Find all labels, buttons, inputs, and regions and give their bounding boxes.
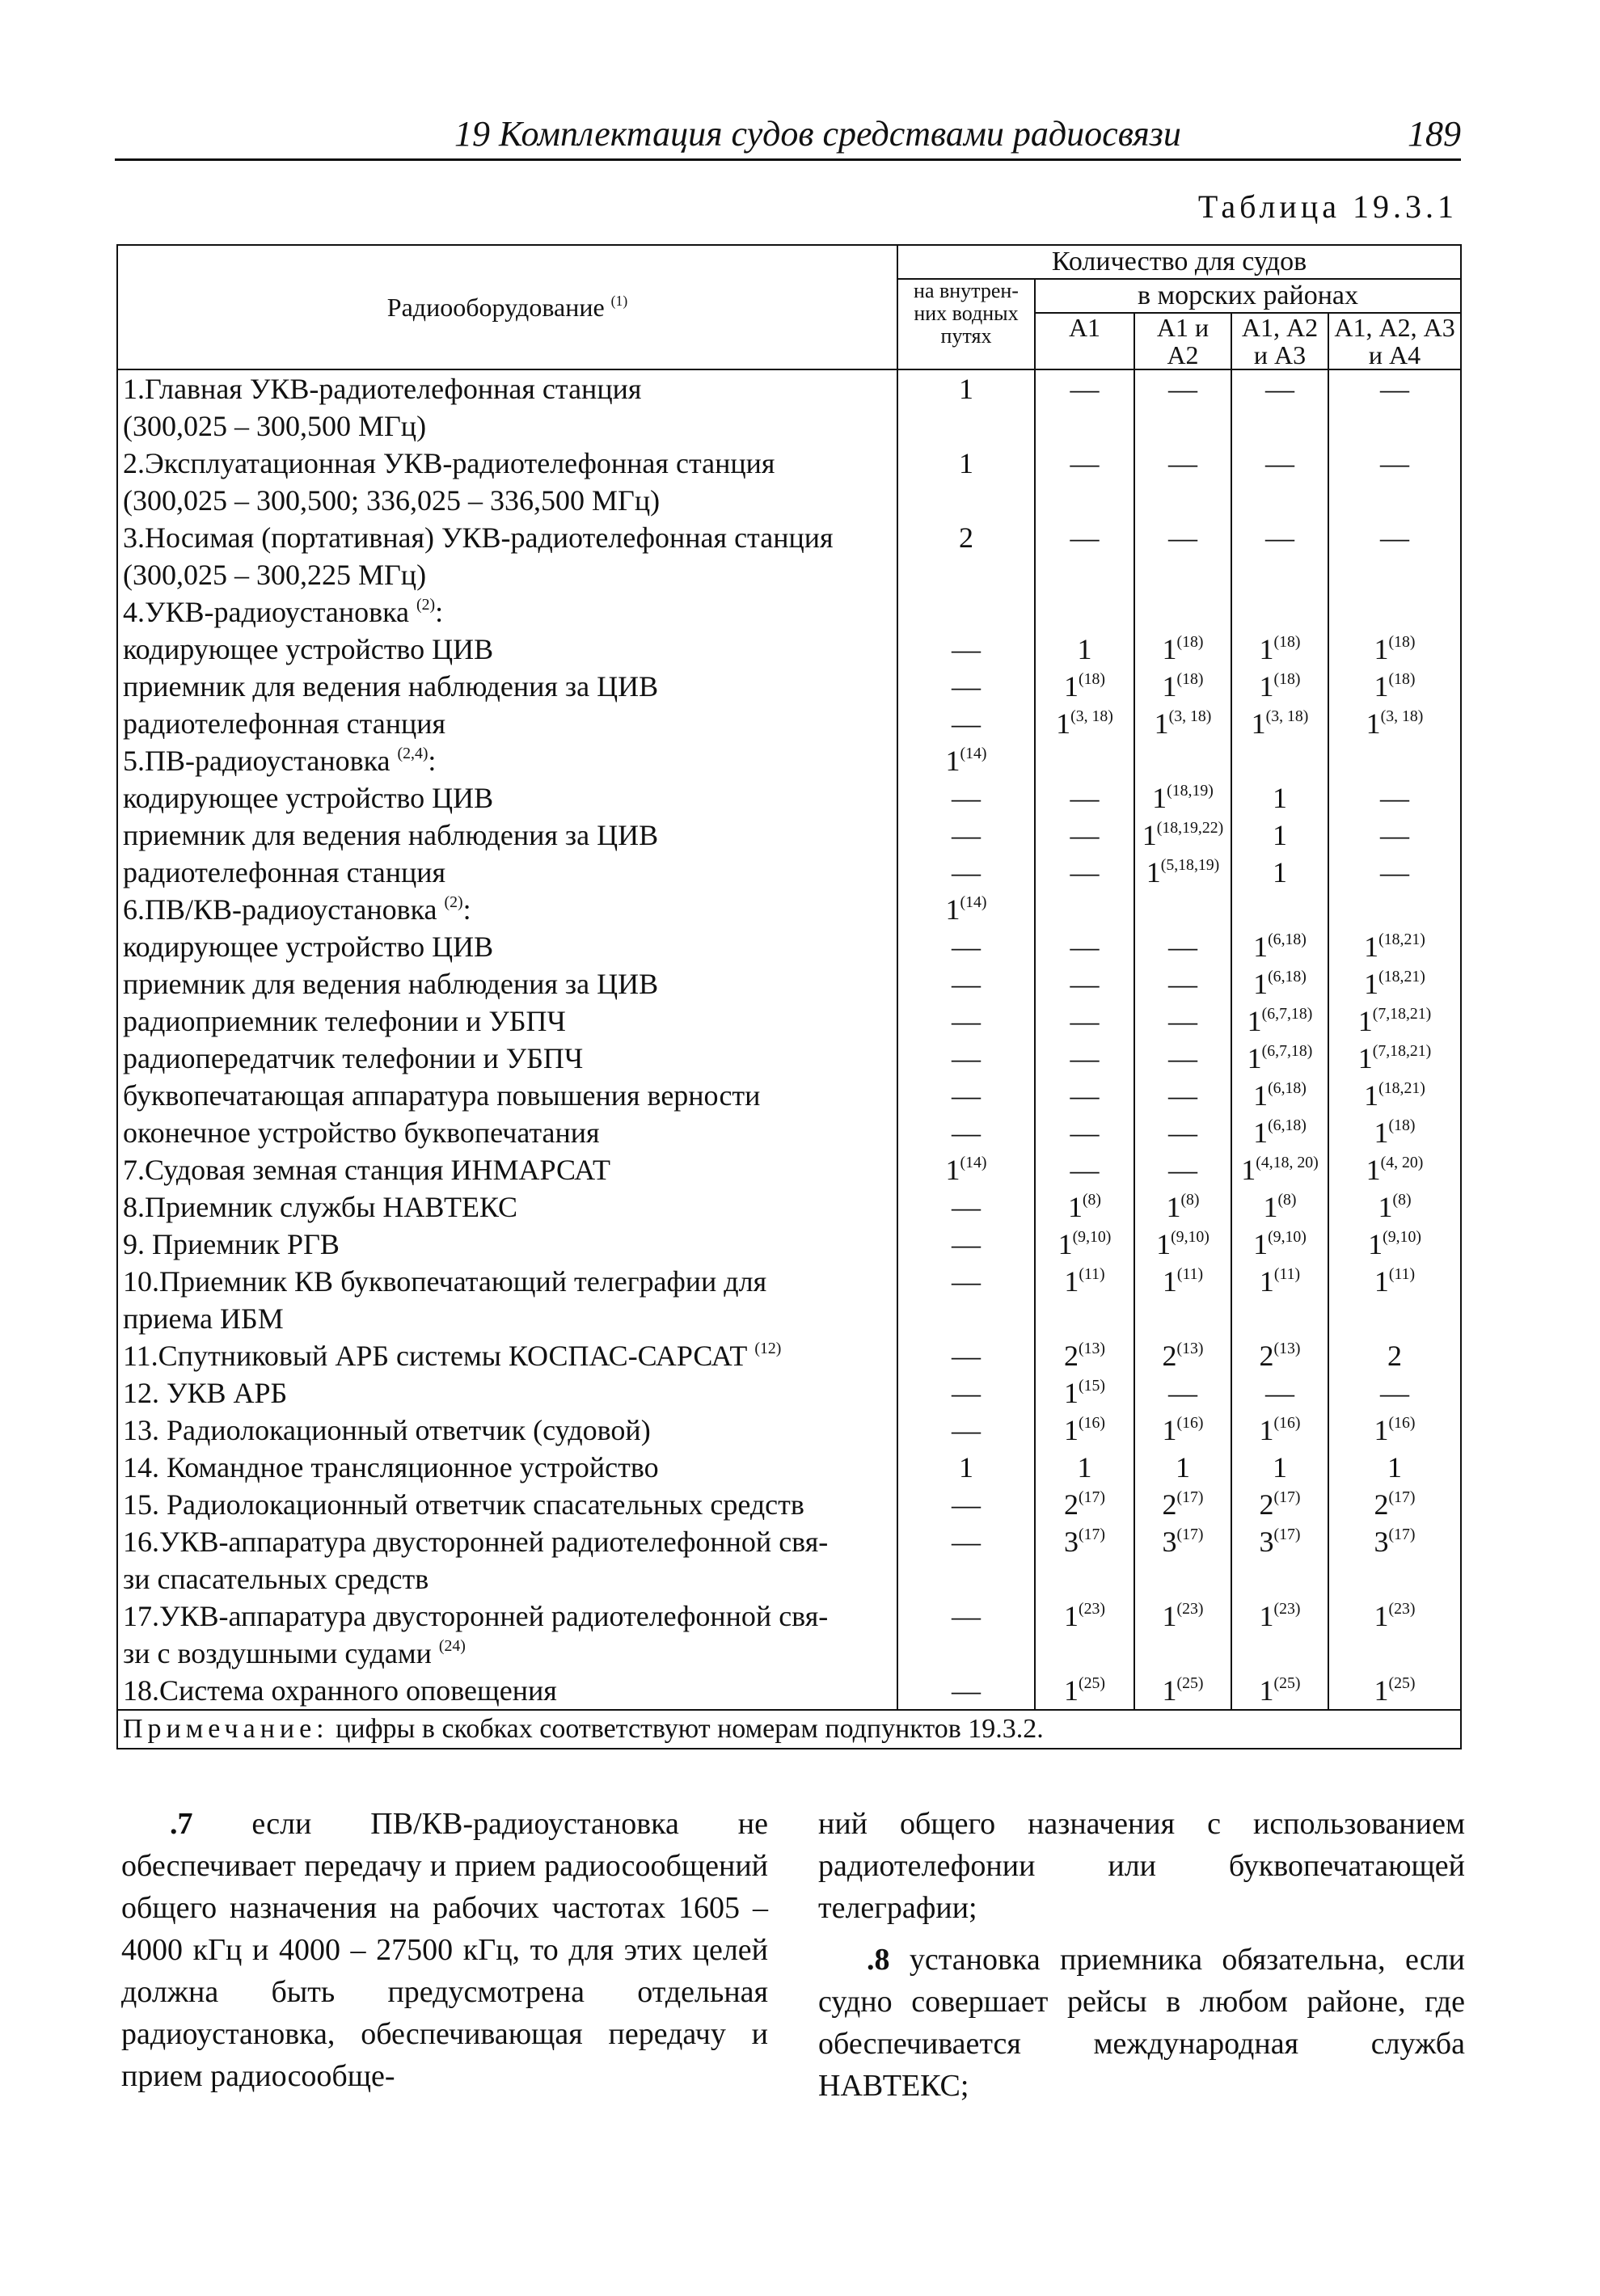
count-cell: — — [897, 1263, 1035, 1300]
count-cell: — — [897, 1374, 1035, 1412]
count-cell: 1 — [1231, 1449, 1328, 1486]
count-cell: 1$^{(11)}$ — [1134, 1263, 1231, 1300]
count-cell: 1$^{(14)}$ — [897, 1151, 1035, 1188]
count-cell — [1134, 407, 1231, 445]
equipment-name: зи с воздушными судами $^{(24)}$ — [117, 1635, 897, 1672]
table-row — [117, 1486, 1461, 1523]
count-cell: 1$^{(4, 20)}$ — [1328, 1151, 1461, 1188]
count-cell: 1$^{(3, 18)}$ — [1328, 705, 1461, 742]
count-cell: — — [1035, 369, 1134, 407]
count-cell: 3$^{(17)}$ — [1328, 1523, 1461, 1560]
equipment-name: 15. Радиолокационный ответчик спасательных средств — [117, 1486, 897, 1523]
count-cell: — — [897, 631, 1035, 668]
count-cell: 1 — [1231, 817, 1328, 854]
count-cell — [1134, 556, 1231, 593]
count-cell: 1$^{(4,18, 20)}$ — [1231, 1151, 1328, 1188]
count-cell — [1035, 1635, 1134, 1672]
equipment-name: 16.УКВ-аппаратура двусторонней радиотелефонной свя- — [117, 1523, 897, 1560]
count-cell: 1$^{(14)}$ — [897, 891, 1035, 928]
count-cell: — — [1134, 1151, 1231, 1188]
equipment-name: приемник для ведения наблюдения за ЦИВ — [117, 668, 897, 705]
count-cell: 1$^{(8)}$ — [1231, 1188, 1328, 1226]
inland-header: на внутрен-них водных путях — [897, 279, 1035, 369]
count-cell: 1$^{(7,18,21)}$ — [1328, 1002, 1461, 1040]
count-cell: 1$^{(14)}$ — [897, 742, 1035, 779]
count-cell: 1$^{(8)}$ — [1328, 1188, 1461, 1226]
count-cell — [1035, 1300, 1134, 1337]
count-cell — [1328, 1560, 1461, 1597]
count-cell: 1$^{(25)}$ — [1231, 1672, 1328, 1710]
count-cell — [897, 1635, 1035, 1672]
count-cell: 1 — [1231, 779, 1328, 817]
table-row — [117, 1263, 1461, 1300]
count-cell: 1$^{(18,21)}$ — [1328, 928, 1461, 965]
equipment-name: (300,025 – 300,225 МГц) — [117, 556, 897, 593]
count-cell: — — [1328, 854, 1461, 891]
count-cell: 1$^{(9,10)}$ — [1035, 1226, 1134, 1263]
table-row — [117, 779, 1461, 817]
count-cell: 1$^{(23)}$ — [1035, 1597, 1134, 1635]
table-row — [117, 1002, 1461, 1040]
count-cell: — — [1328, 817, 1461, 854]
count-cell — [897, 593, 1035, 631]
paragraph-8: .8 установка приемника обязательна, если судно совершает рейсы в любом районе, где обеспечивается международная служба НАВТЕКС; — [818, 1943, 1465, 2103]
count-cell: 1$^{(11)}$ — [1328, 1263, 1461, 1300]
count-cell: — — [897, 965, 1035, 1002]
count-cell: 1 — [1035, 631, 1134, 668]
table-row — [117, 1300, 1461, 1337]
count-cell — [1231, 407, 1328, 445]
count-cell: — — [897, 928, 1035, 965]
count-cell: 1$^{(18)}$ — [1328, 1114, 1461, 1151]
table-row — [117, 1412, 1461, 1449]
count-cell: — — [897, 1188, 1035, 1226]
count-cell: 1$^{(18)}$ — [1328, 631, 1461, 668]
count-cell: 1$^{(25)}$ — [1134, 1672, 1231, 1710]
count-cell: — — [897, 1597, 1035, 1635]
count-cell — [1328, 1635, 1461, 1672]
equipment-name: 11.Спутниковый АРБ системы КОСПАС-САРСАТ $^{(12)}$ — [117, 1337, 897, 1374]
count-cell — [1035, 482, 1134, 519]
count-cell: 1$^{(25)}$ — [1328, 1672, 1461, 1710]
equipment-name: приема ИБМ — [117, 1300, 897, 1337]
equipment-name: 4.УКВ-радиоустановка $^{(2)}$: — [117, 593, 897, 631]
count-cell: 1 — [897, 1449, 1035, 1486]
equipment-name: кодирующее устройство ЦИВ — [117, 631, 897, 668]
equipment-name: 7.Судовая земная станция ИНМАРСАТ — [117, 1151, 897, 1188]
count-cell: — — [1231, 1374, 1328, 1412]
count-cell: — — [897, 1114, 1035, 1151]
count-cell — [1134, 1560, 1231, 1597]
count-cell — [1231, 891, 1328, 928]
equipment-name: радиотелефонная станция — [117, 705, 897, 742]
table-row — [117, 369, 1461, 407]
count-cell: — — [1231, 519, 1328, 556]
count-cell: 1$^{(18)}$ — [1134, 668, 1231, 705]
equipment-name: 13. Радиолокационный ответчик (судовой) — [117, 1412, 897, 1449]
count-cell: 1$^{(16)}$ — [1328, 1412, 1461, 1449]
count-cell: — — [1328, 369, 1461, 407]
count-cell — [1328, 593, 1461, 631]
table-row — [117, 1188, 1461, 1226]
equipment-name: 9. Приемник РГВ — [117, 1226, 897, 1263]
count-cell: — — [897, 1226, 1035, 1263]
count-cell: 3$^{(17)}$ — [1134, 1523, 1231, 1560]
count-cell — [1328, 556, 1461, 593]
count-cell: — — [1134, 965, 1231, 1002]
count-cell: 1$^{(18)}$ — [1231, 631, 1328, 668]
equipment-name: (300,025 – 300,500; 336,025 – 336,500 МГц) — [117, 482, 897, 519]
count-cell: 1$^{(18,21)}$ — [1328, 965, 1461, 1002]
equipment-name: кодирующее устройство ЦИВ — [117, 928, 897, 965]
equipment-name: оконечное устройство буквопечатания — [117, 1114, 897, 1151]
table-row — [117, 593, 1461, 631]
count-cell — [1231, 1560, 1328, 1597]
count-cell: 1$^{(6,18)}$ — [1231, 928, 1328, 965]
count-cell — [1328, 482, 1461, 519]
count-cell: 1$^{(18)}$ — [1328, 668, 1461, 705]
count-cell: 1 — [1134, 1449, 1231, 1486]
table-caption: Таблица 19.3.1 — [1197, 188, 1458, 225]
table-row — [117, 1337, 1461, 1374]
count-cell: 1$^{(3, 18)}$ — [1134, 705, 1231, 742]
count-cell: — — [1035, 965, 1134, 1002]
count-cell: — — [1231, 369, 1328, 407]
count-cell: — — [1328, 779, 1461, 817]
table-row — [117, 965, 1461, 1002]
count-cell: 1$^{(3, 18)}$ — [1231, 705, 1328, 742]
count-cell: 3$^{(17)}$ — [1035, 1523, 1134, 1560]
count-cell: 1$^{(7,18,21)}$ — [1328, 1040, 1461, 1077]
count-cell: 1$^{(9,10)}$ — [1328, 1226, 1461, 1263]
equipment-name: кодирующее устройство ЦИВ — [117, 779, 897, 817]
count-cell: 1$^{(8)}$ — [1134, 1188, 1231, 1226]
count-cell: — — [1134, 1077, 1231, 1114]
count-cell — [1035, 1560, 1134, 1597]
table-row — [117, 1560, 1461, 1597]
count-cell: 2 — [1328, 1337, 1461, 1374]
count-cell: — — [1134, 445, 1231, 482]
equipment-name: приемник для ведения наблюдения за ЦИВ — [117, 965, 897, 1002]
equipment-name: приемник для ведения наблюдения за ЦИВ — [117, 817, 897, 854]
count-cell: — — [1328, 445, 1461, 482]
count-cell: — — [1035, 928, 1134, 965]
count-cell — [897, 1560, 1035, 1597]
table-row — [117, 482, 1461, 519]
count-cell: — — [1035, 445, 1134, 482]
count-cell: — — [1134, 928, 1231, 965]
count-cell: — — [1035, 1040, 1134, 1077]
count-cell — [1035, 593, 1134, 631]
count-cell: — — [1231, 445, 1328, 482]
count-cell: — — [1134, 369, 1231, 407]
equipment-header: Радиооборудование $^{(1)}$ — [117, 245, 897, 369]
count-cell: — — [1035, 854, 1134, 891]
count-cell: 1$^{(16)}$ — [1231, 1412, 1328, 1449]
table-row — [117, 631, 1461, 668]
note-text: цифры в скобках соответствуют номерам подпунктов 19.3.2. — [336, 1714, 1044, 1744]
count-cell: 2$^{(17)}$ — [1328, 1486, 1461, 1523]
table-row — [117, 854, 1461, 891]
table-row — [117, 928, 1461, 965]
table-row — [117, 1449, 1461, 1486]
count-cell: 1$^{(6,7,18)}$ — [1231, 1002, 1328, 1040]
equipment-name: радиотелефонная станция — [117, 854, 897, 891]
count-header: Количество для судов — [897, 245, 1461, 279]
count-cell: 1$^{(5,18,19)}$ — [1134, 854, 1231, 891]
count-cell: — — [1035, 519, 1134, 556]
count-cell: 1$^{(16)}$ — [1134, 1412, 1231, 1449]
equipment-name: 8.Приемник службы НАВТЕКС — [117, 1188, 897, 1226]
count-cell — [1328, 407, 1461, 445]
table-row — [117, 519, 1461, 556]
count-cell: — — [897, 854, 1035, 891]
count-cell: — — [897, 1412, 1035, 1449]
count-cell: 1$^{(15)}$ — [1035, 1374, 1134, 1412]
count-cell: — — [1134, 1374, 1231, 1412]
count-cell: 1$^{(18,21)}$ — [1328, 1077, 1461, 1114]
count-cell: — — [1035, 1114, 1134, 1151]
equipment-name: зи спасательных средств — [117, 1560, 897, 1597]
count-cell: 1$^{(11)}$ — [1231, 1263, 1328, 1300]
table-body — [117, 369, 1461, 1710]
table-row — [117, 1523, 1461, 1560]
count-cell: — — [1035, 817, 1134, 854]
count-cell: 2$^{(13)}$ — [1231, 1337, 1328, 1374]
count-cell: — — [897, 1672, 1035, 1710]
count-cell: — — [1035, 1077, 1134, 1114]
table-row — [117, 1374, 1461, 1412]
equipment-table — [116, 244, 1462, 1749]
count-cell: 1$^{(18,19,22)}$ — [1134, 817, 1231, 854]
count-cell: 1$^{(23)}$ — [1134, 1597, 1231, 1635]
table-row — [117, 1114, 1461, 1151]
count-cell: 2$^{(17)}$ — [1231, 1486, 1328, 1523]
note-label: Примечание: — [123, 1714, 329, 1744]
count-cell — [1231, 742, 1328, 779]
equipment-name: радиопередатчик телефонии и УБПЧ — [117, 1040, 897, 1077]
count-cell — [1134, 1635, 1231, 1672]
count-cell: 2$^{(17)}$ — [1134, 1486, 1231, 1523]
count-cell: — — [1134, 519, 1231, 556]
count-cell: 1$^{(11)}$ — [1035, 1263, 1134, 1300]
equipment-name: буквопечатающая аппаратура повышения верности — [117, 1077, 897, 1114]
count-cell: 1 — [1328, 1449, 1461, 1486]
count-cell: 1$^{(18)}$ — [1134, 631, 1231, 668]
count-cell: 1$^{(23)}$ — [1231, 1597, 1328, 1635]
area-a1a2a3-header: А1, А2 и А3 — [1231, 313, 1328, 369]
count-cell: 1$^{(9,10)}$ — [1231, 1226, 1328, 1263]
count-cell: — — [1328, 519, 1461, 556]
table-row — [117, 556, 1461, 593]
count-cell: 1$^{(6,18)}$ — [1231, 1077, 1328, 1114]
equipment-name: 2.Эксплуатационная УКВ-радиотелефонная станция — [117, 445, 897, 482]
count-cell: 1 — [897, 445, 1035, 482]
equipment-name: 3.Носимая (портативная) УКВ-радиотелефонная станция — [117, 519, 897, 556]
count-cell — [897, 1300, 1035, 1337]
table-row — [117, 1151, 1461, 1188]
table-row — [117, 817, 1461, 854]
count-cell: — — [897, 1077, 1035, 1114]
count-cell: 1 — [1231, 854, 1328, 891]
count-cell — [1134, 891, 1231, 928]
count-cell — [1035, 742, 1134, 779]
count-cell: — — [1328, 1374, 1461, 1412]
running-title: 19 Комплектация судов средствами радиосвязи — [454, 114, 1181, 154]
table-row — [117, 1635, 1461, 1672]
equipment-name: 1.Главная УКВ-радиотелефонная станция — [117, 369, 897, 407]
count-cell: 1 — [1035, 1449, 1134, 1486]
paragraph-7-continued: ний общего назначения с использованием радиотелефонии или буквопечатающей телеграфии; — [818, 1807, 1465, 1925]
count-cell: — — [897, 1040, 1035, 1077]
table-row — [117, 1672, 1461, 1710]
count-cell — [1328, 1300, 1461, 1337]
table-row — [117, 891, 1461, 928]
count-cell: 1$^{(6,18)}$ — [1231, 1114, 1328, 1151]
count-cell: — — [1035, 1151, 1134, 1188]
area-a1a2a3a4-header: А1, А2, А3 и А4 — [1328, 313, 1461, 369]
count-cell — [1231, 482, 1328, 519]
table-row — [117, 668, 1461, 705]
table-row — [117, 407, 1461, 445]
count-cell — [1328, 742, 1461, 779]
count-cell — [1328, 891, 1461, 928]
count-cell: 2 — [897, 519, 1035, 556]
equipment-name: 18.Система охранного оповещения — [117, 1672, 897, 1710]
count-cell: 1$^{(3, 18)}$ — [1035, 705, 1134, 742]
count-cell: 2$^{(13)}$ — [1134, 1337, 1231, 1374]
count-cell: — — [897, 1002, 1035, 1040]
equipment-name: 5.ПВ-радиоустановка $^{(2,4)}$: — [117, 742, 897, 779]
table-row — [117, 705, 1461, 742]
table-note — [117, 1710, 1461, 1749]
count-cell: — — [1035, 1002, 1134, 1040]
count-cell: 3$^{(17)}$ — [1231, 1523, 1328, 1560]
count-cell: 1$^{(18)}$ — [1231, 668, 1328, 705]
count-cell: 1$^{(18)}$ — [1035, 668, 1134, 705]
count-cell — [1231, 1300, 1328, 1337]
count-cell — [897, 556, 1035, 593]
count-cell: 1$^{(18,19)}$ — [1134, 779, 1231, 817]
table-row — [117, 1226, 1461, 1263]
right-column — [818, 1803, 1465, 2117]
count-cell: — — [1134, 1040, 1231, 1077]
count-cell: — — [897, 1523, 1035, 1560]
count-cell: — — [897, 817, 1035, 854]
count-cell — [1231, 1635, 1328, 1672]
count-cell: 1$^{(9,10)}$ — [1134, 1226, 1231, 1263]
count-cell — [1231, 556, 1328, 593]
table-row — [117, 445, 1461, 482]
count-cell — [1035, 891, 1134, 928]
count-cell: — — [897, 668, 1035, 705]
count-cell — [1231, 593, 1328, 631]
count-cell — [897, 407, 1035, 445]
count-cell — [897, 482, 1035, 519]
table-row — [117, 1077, 1461, 1114]
count-cell: — — [1035, 779, 1134, 817]
area-a1-header: А1 — [1035, 313, 1134, 369]
count-cell: 1 — [897, 369, 1035, 407]
count-cell: — — [1134, 1002, 1231, 1040]
paragraph-7: .7 если ПВ/КВ-радиоустановка не обеспечивает передачу и прием радиосообщений общего назначения на рабочих частотах 1605 – 4000 кГц и 4000 – 27500 кГц, то для этих целей должна быть предусмотрена отдельная радиоустановка, обеспечивающая передачу и прием радиосообще- — [121, 1807, 769, 2093]
count-cell — [1134, 482, 1231, 519]
area-a1a2-header: А1 и А2 — [1134, 313, 1231, 369]
page-number: 189 — [1408, 114, 1461, 154]
count-cell — [1134, 742, 1231, 779]
equipment-name: 12. УКВ АРБ — [117, 1374, 897, 1412]
equipment-name: радиоприемник телефонии и УБПЧ — [117, 1002, 897, 1040]
sea-areas-header: в морских районах — [1035, 279, 1461, 313]
count-cell: 2$^{(13)}$ — [1035, 1337, 1134, 1374]
count-cell: — — [897, 1486, 1035, 1523]
count-cell: 1$^{(6,7,18)}$ — [1231, 1040, 1328, 1077]
count-cell: 1$^{(23)}$ — [1328, 1597, 1461, 1635]
count-cell: 1$^{(16)}$ — [1035, 1412, 1134, 1449]
table-row — [117, 1040, 1461, 1077]
count-cell — [1035, 407, 1134, 445]
page-header — [115, 113, 1461, 161]
count-cell: — — [897, 1337, 1035, 1374]
equipment-name: 10.Приемник КВ буквопечатающий телеграфии для — [117, 1263, 897, 1300]
count-cell: — — [1134, 1114, 1231, 1151]
count-cell — [1035, 556, 1134, 593]
equipment-name: 14. Командное трансляционное устройство — [117, 1449, 897, 1486]
equipment-name: (300,025 – 300,500 МГц) — [117, 407, 897, 445]
count-cell — [1134, 593, 1231, 631]
count-cell: — — [897, 779, 1035, 817]
left-column — [121, 1803, 768, 2107]
count-cell — [1134, 1300, 1231, 1337]
equipment-name: 6.ПВ/КВ-радиоустановка $^{(2)}$: — [117, 891, 897, 928]
count-cell: 1$^{(25)}$ — [1035, 1672, 1134, 1710]
table-row — [117, 1597, 1461, 1635]
count-cell: 1$^{(6,18)}$ — [1231, 965, 1328, 1002]
count-cell: — — [897, 705, 1035, 742]
equipment-name: 17.УКВ-аппаратура двусторонней радиотелефонной свя- — [117, 1597, 897, 1635]
count-cell: 2$^{(17)}$ — [1035, 1486, 1134, 1523]
table-row — [117, 742, 1461, 779]
count-cell: 1$^{(8)}$ — [1035, 1188, 1134, 1226]
